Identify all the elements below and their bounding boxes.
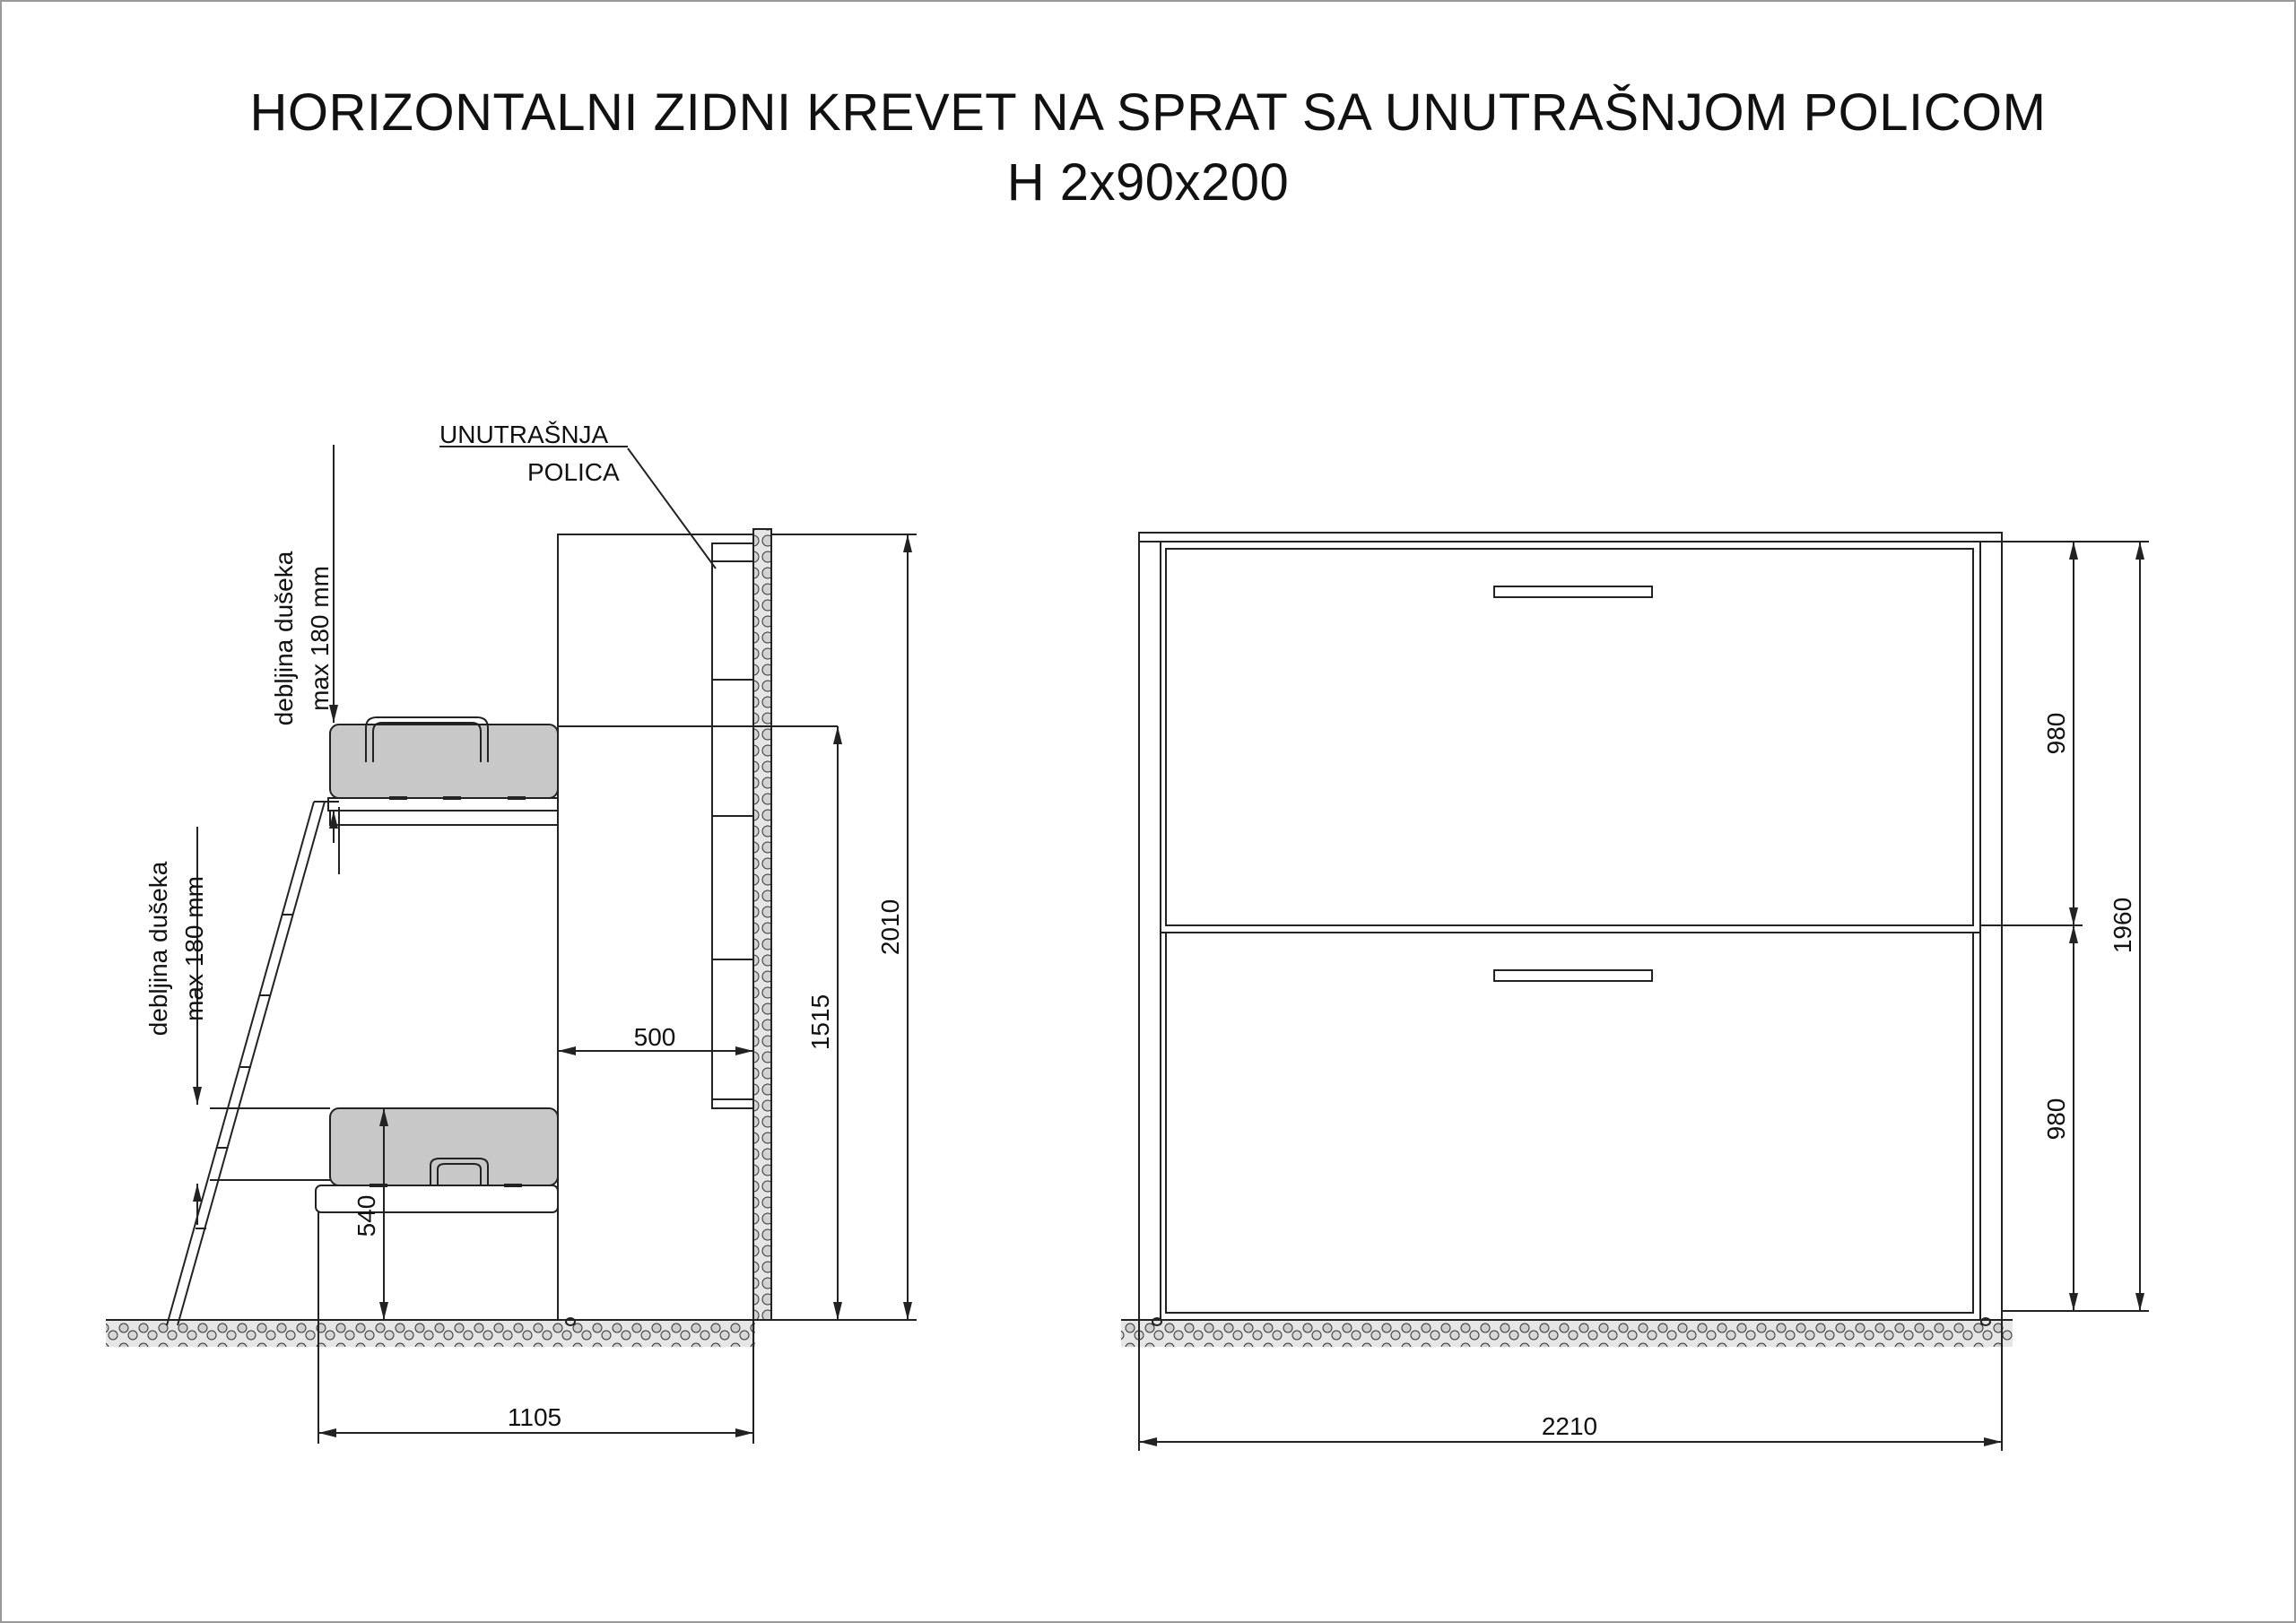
drawing-subtitle: H 2x90x200 [1006,153,1290,212]
side-view-labels [144,421,904,1431]
shelf-label-line1: UNUTRAŠNJA [439,421,609,448]
dim-depth-label: 500 [633,1023,676,1051]
upper-mattress [330,725,558,798]
front-view [1121,533,2149,1451]
wall [753,529,771,1320]
drawing-title: HORIZONTALNI ZIDNI KREVET NA SPRAT SA UNUTRAŠNJOM POLICOM [249,83,2047,142]
dim-lower-panel-label: 980 [2042,1098,2070,1141]
lower-mattress-note-line1: debljina dušeka [144,861,172,1037]
side-view-dimensions [197,445,908,1433]
dim-upper-bed-height-label: 1515 [806,994,834,1051]
upper-bed-frame [328,798,558,811]
dim-open-length-label: 1105 [507,1403,562,1431]
dim-width-label: 2210 [1541,1412,1598,1440]
dim-front-height-label: 1960 [2109,897,2136,954]
lower-mattress [330,1108,558,1185]
dim-upper-panel-label: 980 [2042,712,2070,755]
dim-lower-bed-height-label: 540 [352,1194,380,1237]
front-floor-ground [1121,1320,2013,1347]
upper-mattress-note-line1: debljina dušeka [270,551,298,726]
side-view [106,448,917,1444]
lower-mattress-note-line2: max 180 mm [180,876,208,1021]
shelf-label-line2: POLICA [527,458,620,486]
internal-shelf [712,543,753,1108]
floor-ground [106,1320,755,1347]
dim-total-height-label: 2010 [876,898,904,956]
upper-mattress-note-line2: max 180 mm [306,566,334,711]
